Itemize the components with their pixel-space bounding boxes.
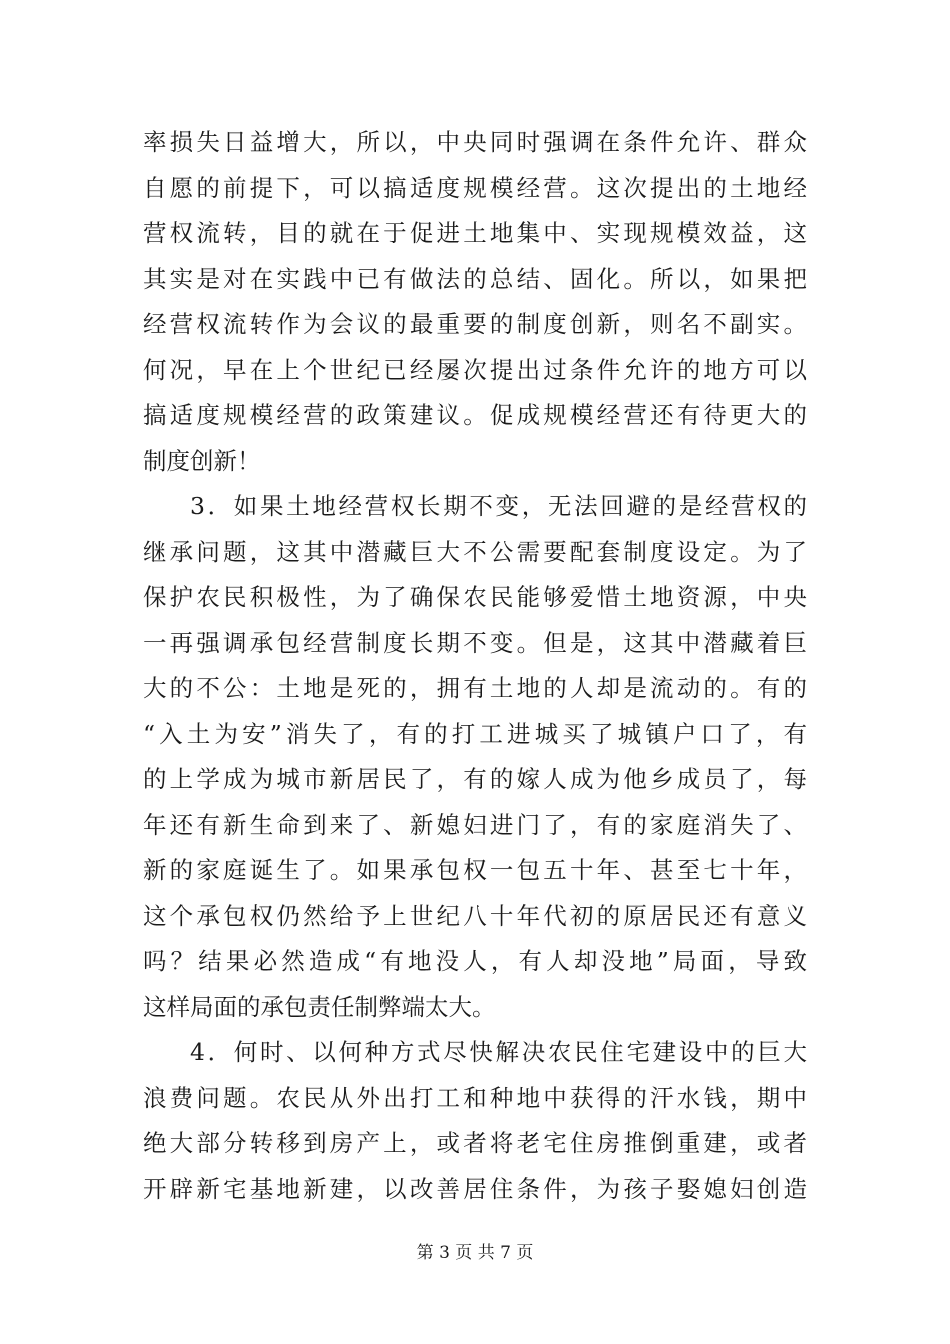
- text-line: 绝大部分转移到房产上，或者将老宅住房推倒重建，或者: [143, 1129, 807, 1157]
- text-line: 制度创新！: [143, 446, 261, 475]
- body-text: [143, 120, 807, 1212]
- text-line: 新的家庭诞生了。如果承包权一包五十年、甚至七十年，: [143, 856, 807, 884]
- text-line: “入土为安”消失了，有的打工进城买了城镇户口了，有: [143, 719, 807, 748]
- text-line: 3．如果土地经营权长期不变，无法回避的是经营权的: [190, 492, 807, 520]
- text-line: 吗？结果必然造成“有地没人，有人却没地”局面，导致: [143, 947, 807, 975]
- text-line: 浪费问题。农民从外出打工和种地中获得的汗水钱，期中: [143, 1083, 807, 1112]
- text-line: 这个承包权仍然给予上世纪八十年代初的原居民还有意义: [143, 901, 807, 930]
- text-line: 继承问题，这其中潜藏巨大不公需要配套制度设定。为了: [143, 537, 807, 566]
- text-line: 营权流转，目的就在于促进土地集中、实现规模效益，这: [143, 219, 807, 247]
- text-line: 保护农民积极性，为了确保农民能够爱惜土地资源，中央: [143, 583, 807, 611]
- text-line: 4．何时、以何种方式尽快解决农民住宅建设中的巨大: [190, 1038, 807, 1066]
- text-line: 自愿的前提下，可以搞适度规模经营。这次提出的土地经: [143, 173, 807, 202]
- text-line: 大的不公：土地是死的，拥有土地的人却是流动的。有的: [143, 674, 807, 702]
- text-line: 搞适度规模经营的政策建议。促成规模经营还有待更大的: [143, 401, 807, 429]
- text-line: 这样局面的承包责任制弊端太大。: [143, 992, 496, 1021]
- text-line: 一再强调承包经营制度长期不变。但是，这其中潜藏着巨: [143, 628, 807, 657]
- text-line: 率损失日益增大，所以，中央同时强调在条件允许、群众: [143, 128, 807, 156]
- page-number-footer: 第 3 页 共 7 页: [416, 1243, 534, 1263]
- text-line: 的上学成为城市新居民了，有的嫁人成为他乡成员了，每: [143, 765, 807, 793]
- text-line: 年还有新生命到来了、新媳妇进门了，有的家庭消失了、: [143, 810, 807, 839]
- text-line: 何况，早在上个世纪已经屡次提出过条件允许的地方可以: [143, 355, 807, 384]
- text-line: 经营权流转作为会议的最重要的制度创新，则名不副实。: [143, 310, 807, 338]
- text-line: 开辟新宅基地新建，以改善居住条件，为孩子娶媳妇创造: [143, 1174, 807, 1203]
- text-line: 其实是对在实践中已有做法的总结、固化。所以，如果把: [143, 264, 807, 293]
